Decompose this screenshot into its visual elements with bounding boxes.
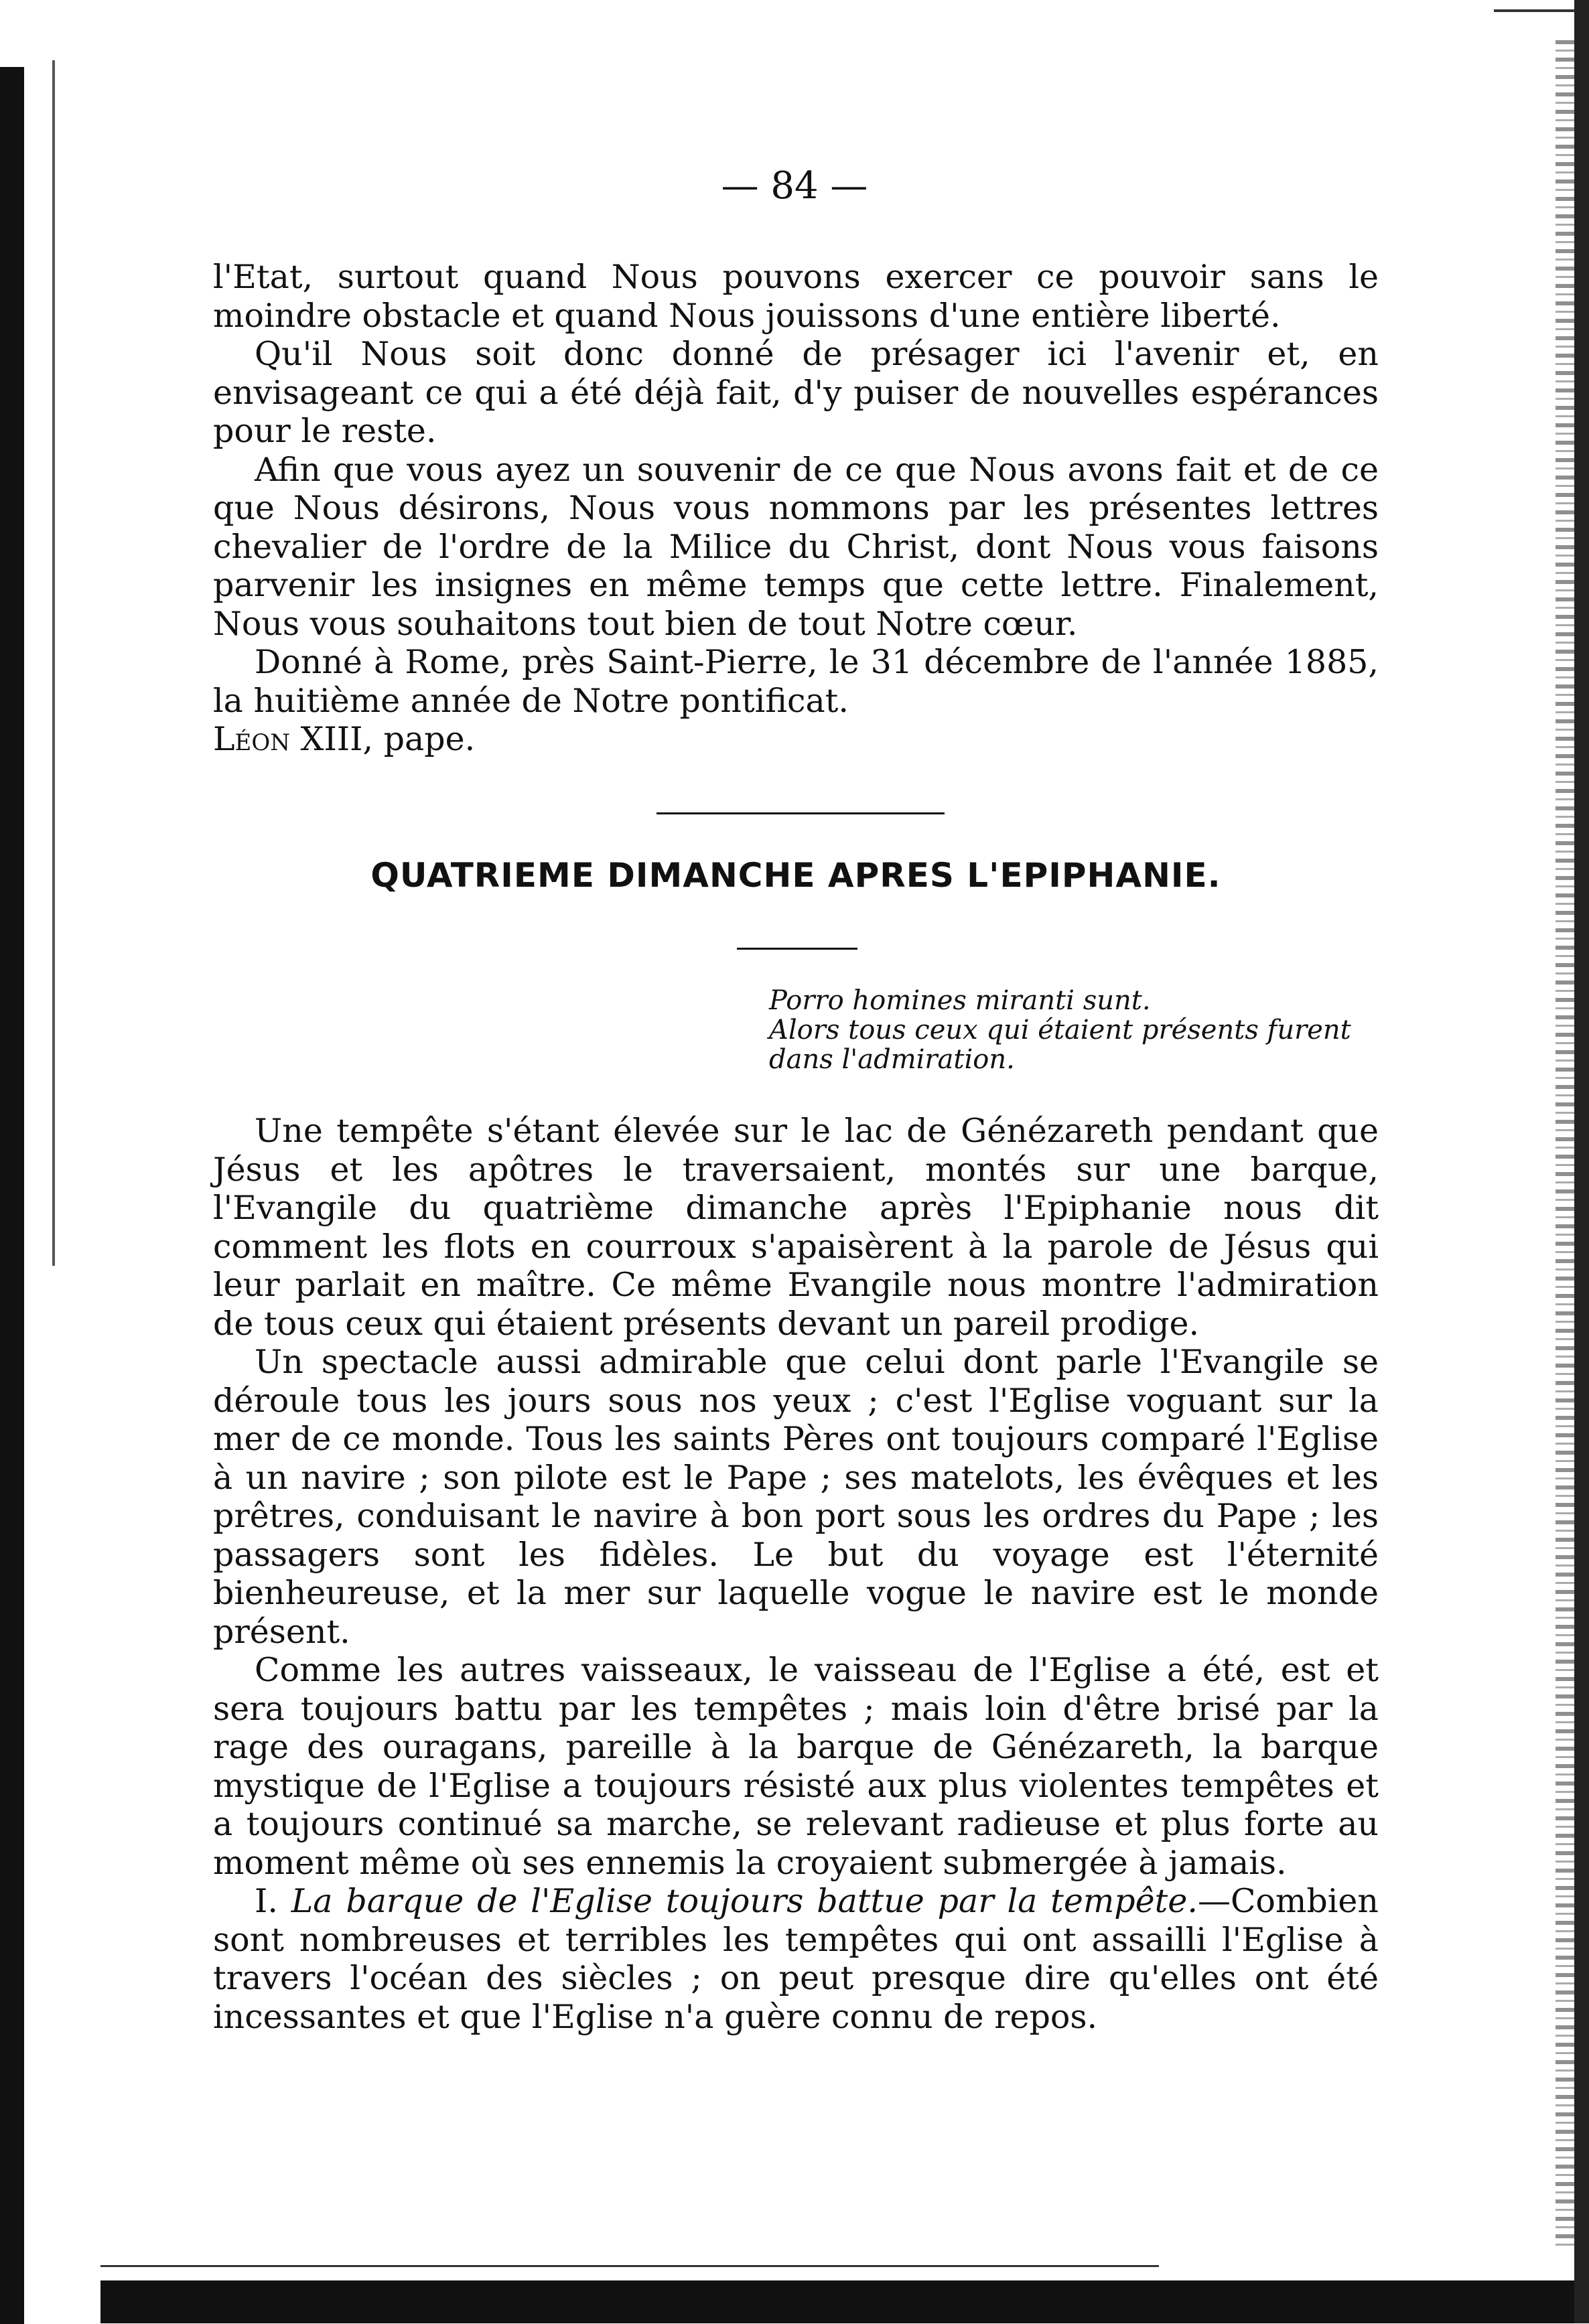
epigraph (769, 986, 1385, 1074)
paragraph: l'Etat, surtout quand Nous pouvons exercer ce pouvoir sans le moindre obstacle et quand Nous jouissons d'une entière liberté. (213, 258, 1379, 335)
epigraph-latin: Porro homines miranti sunt. (769, 985, 1151, 1016)
paragraph: Un spectacle aussi admirable que celui dont parle l'Evangile se déroule tous les jours sous nos yeux ; c'est l'Eglise voguant sur la mer de ce monde. Tous les saints Pères ont toujours comparé l'Eglise à un navire ; son pilote est le Pape ; ses matelots, les évêques et les prêtres, conduisant le navire à bon port sous les ordres du Pape ; les passagers sont les fidèles. Le but du voyage est l'éternité bienheureuse, et la mer sur laquelle vogue le navire est le monde présent. (213, 1343, 1379, 1651)
epigraph-french: Alors tous ceux qui étaient présents furent dans l'admiration. (769, 1015, 1351, 1075)
paragraph: Afin que vous ayez un souvenir de ce que Nous avons fait et de ce que Nous désirons, Nous vous nommons par les présentes lettres chevalier de l'ordre de la Milice du Christ, dont Nous vous faisons parvenir les insignes en même temps que cette lettre. Finalement, Nous vous souhaitons tout bien de tout Notre cœur. (213, 450, 1379, 643)
scan-bottom-line (100, 2265, 1159, 2267)
scan-border-left (0, 67, 24, 2324)
signature-name: Léon (213, 720, 290, 758)
section-divider (657, 812, 945, 814)
paragraph: I. La barque de l'Eglise toujours battue par la tempête.—Combien sont nombreuses et terribles les tempêtes qui ont assailli l'Eglise à travers l'océan des siècles ; on peut presque dire qu'elles ont été incessantes et que l'Eglise n'a guère connu de repos. (213, 1882, 1379, 2036)
scan-edge-noise (1556, 40, 1574, 2250)
subsection-title: La barque de l'Eglise toujours battue par la tempête. (291, 1882, 1198, 1920)
paragraph: Qu'il Nous soit donc donné de présager ici l'avenir et, en envisageant ce qui a été déjà fait, d'y puiser de nouvelles espérances pour le reste. (213, 335, 1379, 450)
paragraph: Donné à Rome, près Saint-Pierre, le 31 décembre de l'année 1885, la huitième année de Notre pontificat. (213, 643, 1379, 720)
letter-text (213, 258, 1379, 759)
sermon-text (213, 1112, 1379, 2036)
scan-top-mark (1494, 9, 1574, 12)
section-heading: QUATRIEME DIMANCHE APRES L'EPIPHANIE. (370, 856, 1221, 895)
paragraph: Une tempête s'étant élevée sur le lac de Génézareth pendant que Jésus et les apôtres le traversaient, montés sur une barque, l'Evangile du quatrième dimanche après l'Epiphanie nous dit comment les flots en courroux s'apaisèrent à la parole de Jésus qui leur parlait en maître. Ce même Evangile nous montre l'admiration de tous ceux qui étaient présents devant un pareil prodige. (213, 1112, 1379, 1343)
signature: Léon XIII, pape. (213, 720, 476, 758)
paragraph: Comme les autres vaisseaux, le vaisseau de l'Eglise a été, est et sera toujours battu par les tempêtes ; mais loin d'être brisé par la rage des ouragans, pareille à la barque de Génézareth, la barque mystique de l'Eglise a toujours résisté aux plus violentes tempêtes et a toujours continué sa marche, se relevant radieuse et plus forte au moment même où ses ennemis la croyaient submergée à jamais. (213, 1651, 1379, 1882)
scan-border-bottom (100, 2280, 1574, 2323)
page-number: — 84 — (721, 164, 868, 208)
scan-fold-line (52, 60, 55, 1266)
scan-border-right (1574, 0, 1589, 2323)
heading-divider (737, 948, 857, 950)
